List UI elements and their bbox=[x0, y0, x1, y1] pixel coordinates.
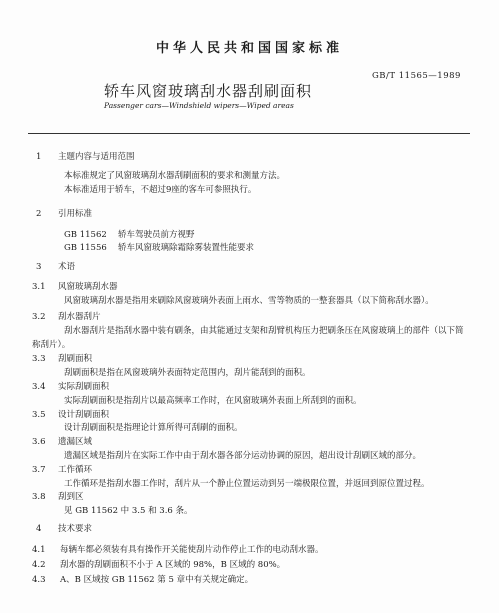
section-title: 技术要求 bbox=[58, 524, 93, 534]
term-heading bbox=[32, 380, 466, 394]
term-heading bbox=[32, 490, 466, 504]
section-number: 1 bbox=[36, 152, 42, 162]
requirement-item bbox=[32, 543, 466, 557]
header-divider bbox=[28, 133, 470, 134]
term-number: 3.4 bbox=[32, 382, 46, 392]
term-heading bbox=[32, 435, 466, 449]
term-number: 3.2 bbox=[32, 312, 46, 322]
standard-code: GB/T 11565—1989 bbox=[372, 71, 461, 81]
term-definition: 遗漏区域是指刮片在实际工作中由于刮水器各部分运动协调的原因，超出设计刮刷区域的部分。 bbox=[64, 451, 422, 461]
section-heading bbox=[32, 207, 466, 221]
reference-title: 轿车驾驶员前方视野 bbox=[118, 230, 195, 240]
term-definition: 工作循环是指刮水器工作时，刮片从一个静止位置运动到另一端极限位置，并返回到原位置过程。 bbox=[64, 479, 430, 489]
term-heading bbox=[32, 408, 466, 422]
requirement-text: 每辆车都必须装有具有操作开关能使刮片动作停止工作的电动刮水器。 bbox=[60, 545, 324, 555]
term-heading bbox=[32, 280, 466, 294]
document-title: 轿车风窗玻璃刮水器刮刷面积 bbox=[104, 82, 313, 100]
term-definition: 实际刮刷面积是指刮片以最高频率工作时，在风窗玻璃外表面上所刮到的面积。 bbox=[64, 396, 362, 406]
issuing-org-header: 中华人民共和国国家标准 bbox=[155, 41, 343, 56]
term-definition: 风窗玻璃刮水器是指用来刷除风窗玻璃外表面上雨水、雪等物质的一整套器具（以下简称刮水器）。 bbox=[64, 296, 434, 306]
term-label: 实际刮刷面积 bbox=[58, 382, 110, 392]
term-label: 刮到区 bbox=[58, 492, 84, 502]
section-title: 主题内容与适用范围 bbox=[58, 152, 135, 162]
section-heading bbox=[32, 260, 466, 274]
term-number: 3.3 bbox=[32, 354, 46, 364]
reference-item bbox=[32, 228, 498, 242]
term-number: 3.6 bbox=[32, 437, 46, 447]
term-number: 3.7 bbox=[32, 465, 46, 475]
reference-code: GB 11556 bbox=[64, 243, 107, 253]
requirement-number: 4.2 bbox=[32, 560, 46, 570]
requirement-number: 4.1 bbox=[32, 545, 46, 555]
requirement-number: 4.3 bbox=[32, 575, 46, 585]
reference-title: 轿车风窗玻璃除霜除雾装置性能要求 bbox=[118, 243, 255, 253]
requirement-item bbox=[32, 573, 466, 587]
term-label: 刮水器刮片 bbox=[58, 312, 101, 322]
term-number: 3.1 bbox=[32, 282, 46, 292]
reference-item bbox=[32, 241, 498, 255]
section-number: 3 bbox=[36, 262, 42, 272]
term-label: 刮刷面积 bbox=[58, 354, 93, 364]
section-number: 2 bbox=[36, 209, 42, 219]
term-definition: 刮水器刮片是指刮水器中装有刷条，由其能通过支架和刮臂机构压力把刷条压在风窗玻璃上的部件（以下简称刮片）。 bbox=[32, 326, 464, 350]
term-number: 3.5 bbox=[32, 410, 46, 420]
requirement-text: A、B 区域按 GB 11562 第 5 章中有关规定确定。 bbox=[60, 575, 254, 585]
requirement-text: 刮水器的刮刷面积不小于 A 区域的 98%，B 区域的 80%。 bbox=[60, 560, 286, 570]
section-title: 术语 bbox=[58, 262, 76, 272]
term-heading bbox=[32, 352, 466, 366]
term-number: 3.8 bbox=[32, 492, 46, 502]
term-label: 风窗玻璃刮水器 bbox=[58, 282, 118, 292]
term-label: 工作循环 bbox=[58, 465, 93, 475]
document-title-english: Passenger cars—Windshield wipers—Wiped areas bbox=[104, 101, 294, 110]
term-definition: 设计刮刷面积是指理论计算所得可刮刷的面积。 bbox=[64, 423, 243, 433]
section-heading bbox=[32, 150, 466, 164]
term-definition: 见 GB 11562 中 3.5 和 3.6 条。 bbox=[64, 506, 193, 516]
section-title: 引用标准 bbox=[58, 209, 93, 219]
term-label: 设计刮刷面积 bbox=[58, 410, 110, 420]
paragraph: 本标准规定了风窗玻璃刮水器刮刷面积的要求和测量方法。 bbox=[64, 171, 286, 181]
section-number: 4 bbox=[36, 524, 42, 534]
term-definition: 刮刷面积是指在风窗玻璃外表面特定范围内，刮片能刮到的面积。 bbox=[64, 368, 311, 378]
term-heading bbox=[32, 310, 466, 324]
reference-code: GB 11562 bbox=[64, 230, 107, 240]
section-heading bbox=[32, 522, 466, 536]
requirement-item bbox=[32, 558, 466, 572]
paragraph: 本标准适用于轿车，不超过9座的客车可参照执行。 bbox=[64, 185, 257, 195]
term-heading bbox=[32, 463, 466, 477]
term-label: 遗漏区域 bbox=[58, 437, 93, 447]
